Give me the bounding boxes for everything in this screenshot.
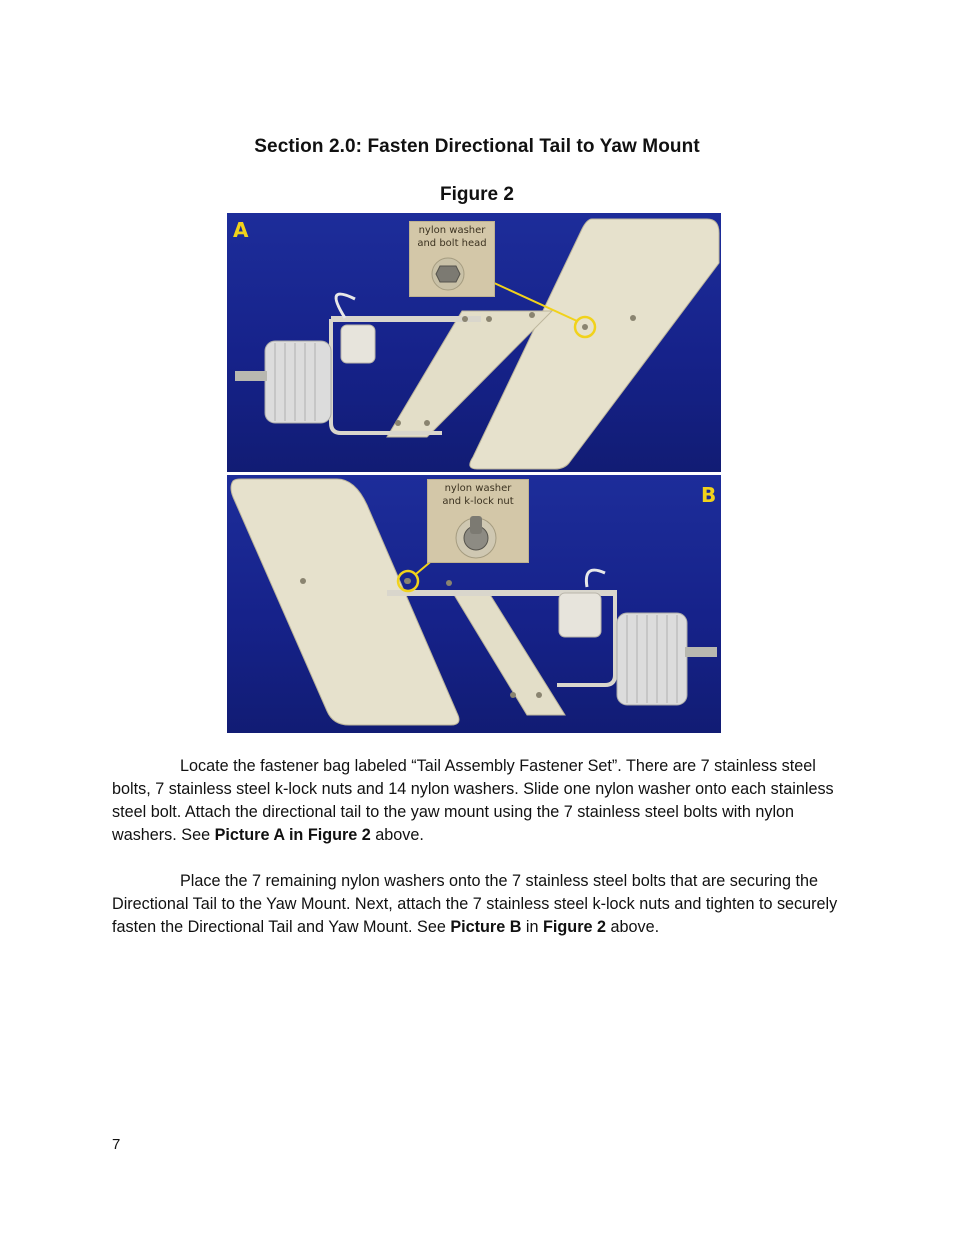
paragraph-2-bold-a: Picture B — [450, 918, 522, 936]
paragraph-2 — [112, 870, 847, 939]
figure-2-picture-a — [227, 213, 721, 472]
paragraph-1 — [112, 755, 847, 847]
paragraph-1-text-b: above. — [370, 826, 424, 844]
paragraph-2-text-a: Place the 7 remaining nylon washers onto the 7 stainless steel bolts that are securing the Directional Tail to the Yaw Mount. Next, attach the 7 stainless steel k-lock nuts and tighten to securely fasten the Directional Tail and Yaw Mount. See — [112, 872, 838, 936]
paragraph-1-text-a: Locate the fastener bag labeled “Tail Assembly Fastener Set”. There are 7 stainless steel bolts, 7 stainless steel k-lock nuts and 14 nylon washers. Slide one nylon washer onto each stainless steel bolt. Attach the directional tail to the yaw mount using the 7 stainless steel bolts with nylon washers. See — [112, 757, 834, 844]
inset-label-line1: nylon washer — [444, 483, 512, 494]
paragraph-2-bold-b: Figure 2 — [543, 918, 606, 936]
inset-label-line2: and bolt head — [417, 238, 487, 249]
picture-b-letter: B — [701, 483, 717, 507]
k-lock-nut-icon — [428, 480, 528, 562]
section-title: Section 2.0: Fasten Directional Tail to Yaw Mount — [254, 136, 700, 157]
paragraph-2-text-c: above. — [606, 918, 660, 936]
inset-label-line2: and k-lock nut — [442, 496, 514, 507]
paragraph-1-bold-a: Picture A in Figure 2 — [214, 826, 371, 844]
picture-a-letter: A — [233, 218, 249, 242]
k-lock-nut-inset — [427, 479, 529, 563]
bolt-head-icon — [410, 222, 494, 296]
page-number: 7 — [112, 1136, 121, 1153]
bolt-head-inset — [409, 221, 495, 297]
inset-label-line1: nylon washer — [418, 225, 486, 236]
paragraph-2-text-b: in — [521, 918, 544, 936]
figure-title: Figure 2 — [440, 184, 514, 205]
figure-2-picture-b — [227, 475, 721, 733]
